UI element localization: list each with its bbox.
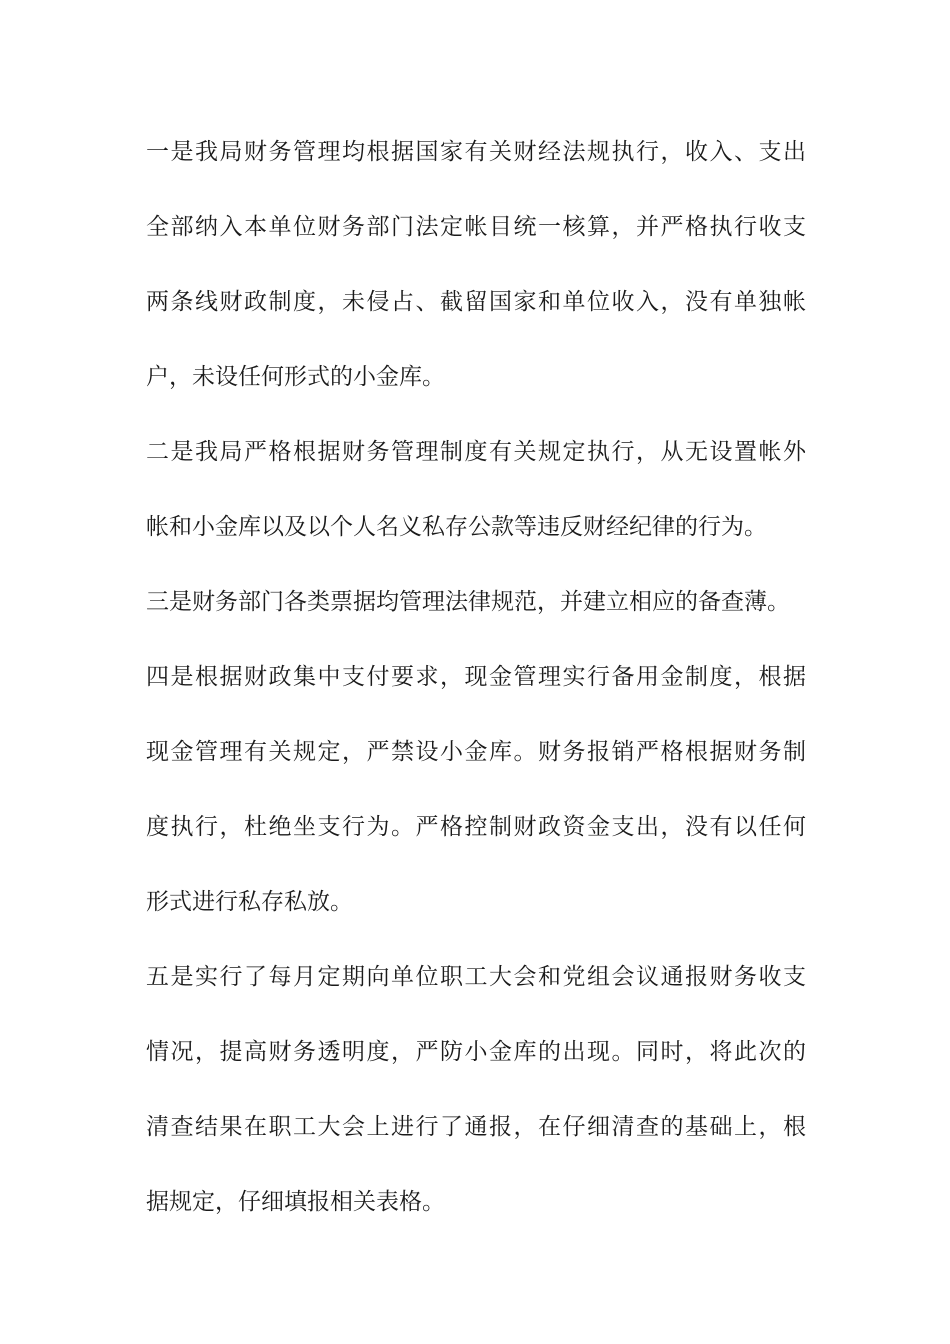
paragraph-5-line-1: 五是实行了每月定期向单位职工大会和党组会议通报财务收支 xyxy=(146,964,806,990)
paragraph-4-line-3: 度执行，杜绝坐支行为。严格控制财政资金支出，没有以任何 xyxy=(146,814,806,840)
paragraph-1-line-4: 户，未设任何形式的小金库。 xyxy=(146,364,445,390)
paragraph-4-line-4: 形式进行私存私放。 xyxy=(146,889,353,915)
paragraph-4-line-2: 现金管理有关规定，严禁设小金库。财务报销严格根据财务制 xyxy=(146,739,806,765)
paragraph-1-line-1: 一是我局财务管理均根据国家有关财经法规执行，收入、支出 xyxy=(146,139,806,165)
paragraph-1-line-3: 两条线财政制度，未侵占、截留国家和单位收入，没有单独帐 xyxy=(146,289,806,315)
paragraph-5-line-2: 情况，提高财务透明度，严防小金库的出现。同时，将此次的 xyxy=(146,1039,806,1065)
paragraph-5-line-3: 清查结果在职工大会上进行了通报，在仔细清查的基础上，根 xyxy=(146,1114,806,1140)
paragraph-3-line-1: 三是财务部门各类票据均管理法律规范，并建立相应的备查薄。 xyxy=(146,589,790,615)
paragraph-4-line-1: 四是根据财政集中支付要求，现金管理实行备用金制度，根据 xyxy=(146,664,806,690)
paragraph-2-line-2: 帐和小金库以及以个人名义私存公款等违反财经纪律的行为。 xyxy=(146,514,767,540)
paragraph-2-line-1: 二是我局严格根据财务管理制度有关规定执行，从无设置帐外 xyxy=(146,439,806,465)
paragraph-1-line-2: 全部纳入本单位财务部门法定帐目统一核算，并严格执行收支 xyxy=(146,214,806,240)
paragraph-5-line-4: 据规定，仔细填报相关表格。 xyxy=(146,1189,445,1215)
document-body xyxy=(146,127,806,1252)
